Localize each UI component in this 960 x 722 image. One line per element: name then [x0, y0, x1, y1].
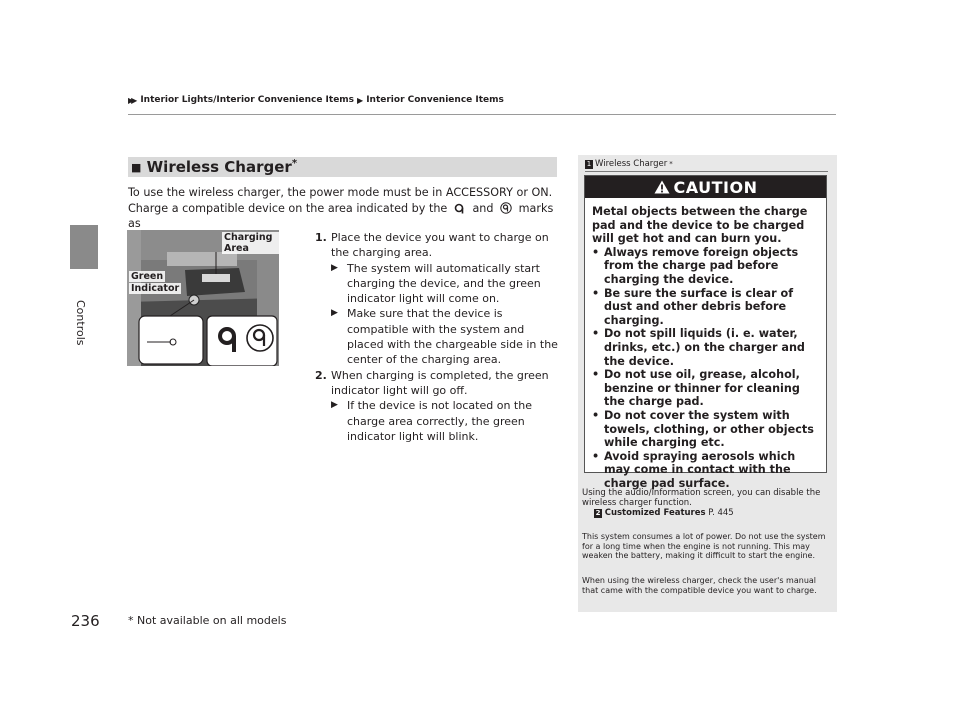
note-text: Using the audio/information screen, you can disable the wireless charger function. — [582, 488, 821, 508]
caution-item: • Be sure the surface is clear of dust and other debris before charging. — [592, 287, 824, 328]
breadcrumb — [128, 95, 504, 105]
section-square-icon: ■ — [131, 161, 142, 174]
page-number: 236 — [71, 612, 100, 630]
reference-mark-icon: 2 — [595, 509, 601, 517]
step-item — [315, 368, 560, 399]
ref-number: 1 — [586, 159, 592, 168]
caution-item: • Do not cover the system with towels, clothing, or other objects while charging etc. — [592, 409, 824, 450]
breadcrumb-item[interactable]: Interior Lights/Interior Convenience Items — [140, 95, 355, 105]
step-number: 2. — [315, 368, 327, 382]
warning-triangle-icon — [654, 180, 670, 194]
side-note-heading — [585, 159, 673, 169]
qi-mark-icon — [454, 202, 466, 214]
green-indicator-label-line2: Indicator — [131, 283, 180, 294]
sub-arrow-icon: ▶ — [331, 262, 335, 273]
side-note-divider — [585, 171, 828, 172]
chapter-tab — [70, 225, 98, 269]
charger-photo — [127, 230, 279, 366]
step-subitem — [315, 306, 560, 367]
side-note-title: Wireless Charger — [595, 159, 668, 169]
section-title-text: Wireless Charger — [146, 158, 292, 176]
caution-item: • Avoid spraying aerosols which may come in contact with the charge pad surface. — [592, 450, 824, 491]
step-subitem — [315, 261, 560, 307]
note-power-consumption: This system consumes a lot of power. Do not use the system for a long time when the engine is not running. This may weaken the battery, making it difficult to start the engine. — [582, 532, 826, 560]
subitem-text: The system will automatically start charging the device, and the green indicator light will come on. — [347, 261, 541, 306]
green-indicator-label-line1: Green — [131, 271, 164, 282]
intro-line — [128, 201, 558, 232]
step-item — [315, 230, 560, 261]
caution-list — [592, 246, 824, 491]
caution-intro: Metal objects between the charge pad and the device to be charged will get hot and can burn you. — [592, 205, 808, 246]
chapter-label: Controls — [74, 300, 87, 346]
sub-arrow-icon: ▶ — [331, 308, 335, 319]
charging-area-label: Charging Area — [222, 232, 279, 254]
caution-header — [585, 176, 826, 198]
side-note-asterisk: * — [669, 160, 673, 168]
sub-arrow-icon: ▶ — [331, 400, 335, 411]
intro-text: Charge a compatible device on the area indicated by the — [128, 201, 448, 215]
caution-title: CAUTION — [673, 177, 758, 197]
header-divider — [128, 114, 836, 115]
intro-text: marks as — [128, 201, 554, 230]
caution-item: • Do not spill liquids (i. e. water, drinks, etc.) on the charger and the device. — [592, 327, 824, 368]
footnote: * Not available on all models — [128, 614, 287, 627]
subitem-text: Make sure that the device is compatible with the system and placed with the chargeable side in the center of the charging area. — [347, 307, 558, 367]
breadcrumb-item[interactable]: Interior Convenience Items — [366, 95, 504, 105]
caution-item: • Do not use oil, grease, alcohol, benzine or thinner for cleaning the charge pad. — [592, 368, 824, 409]
reference-page[interactable]: P. 445 — [708, 508, 734, 518]
section-asterisk: * — [291, 158, 298, 169]
note-users-manual: When using the wireless charger, check the user's manual that came with the compatible device you want to charge. — [582, 576, 817, 595]
step-text: Place the device you want to charge on the charging area. — [331, 231, 549, 260]
intro-line: To use the wireless charger, the power mode must be in ACCESSORY or ON. — [128, 186, 553, 199]
step-subitem — [315, 398, 560, 444]
instruction-steps — [315, 230, 560, 444]
intro-text: and — [472, 201, 494, 215]
qi-circle-mark-icon — [500, 202, 512, 214]
step-number: 1. — [315, 231, 327, 244]
section-title — [131, 158, 297, 176]
caution-body — [592, 205, 824, 490]
reference-title[interactable]: Customized Features — [604, 508, 706, 518]
step-text: When charging is completed, the green indicator light will go off. — [331, 368, 549, 397]
cross-reference[interactable] — [582, 508, 832, 518]
caution-item: • Always remove foreign objects from the charge pad before charging the device. — [592, 246, 824, 287]
breadcrumb-arrow-icon: ▶▶ — [128, 95, 135, 105]
subitem-text: If the device is not located on the charge area correctly, the green indicator light will blink. — [347, 399, 532, 443]
note-disable-function — [582, 488, 832, 518]
breadcrumb-arrow-icon: ▶ — [357, 95, 361, 105]
